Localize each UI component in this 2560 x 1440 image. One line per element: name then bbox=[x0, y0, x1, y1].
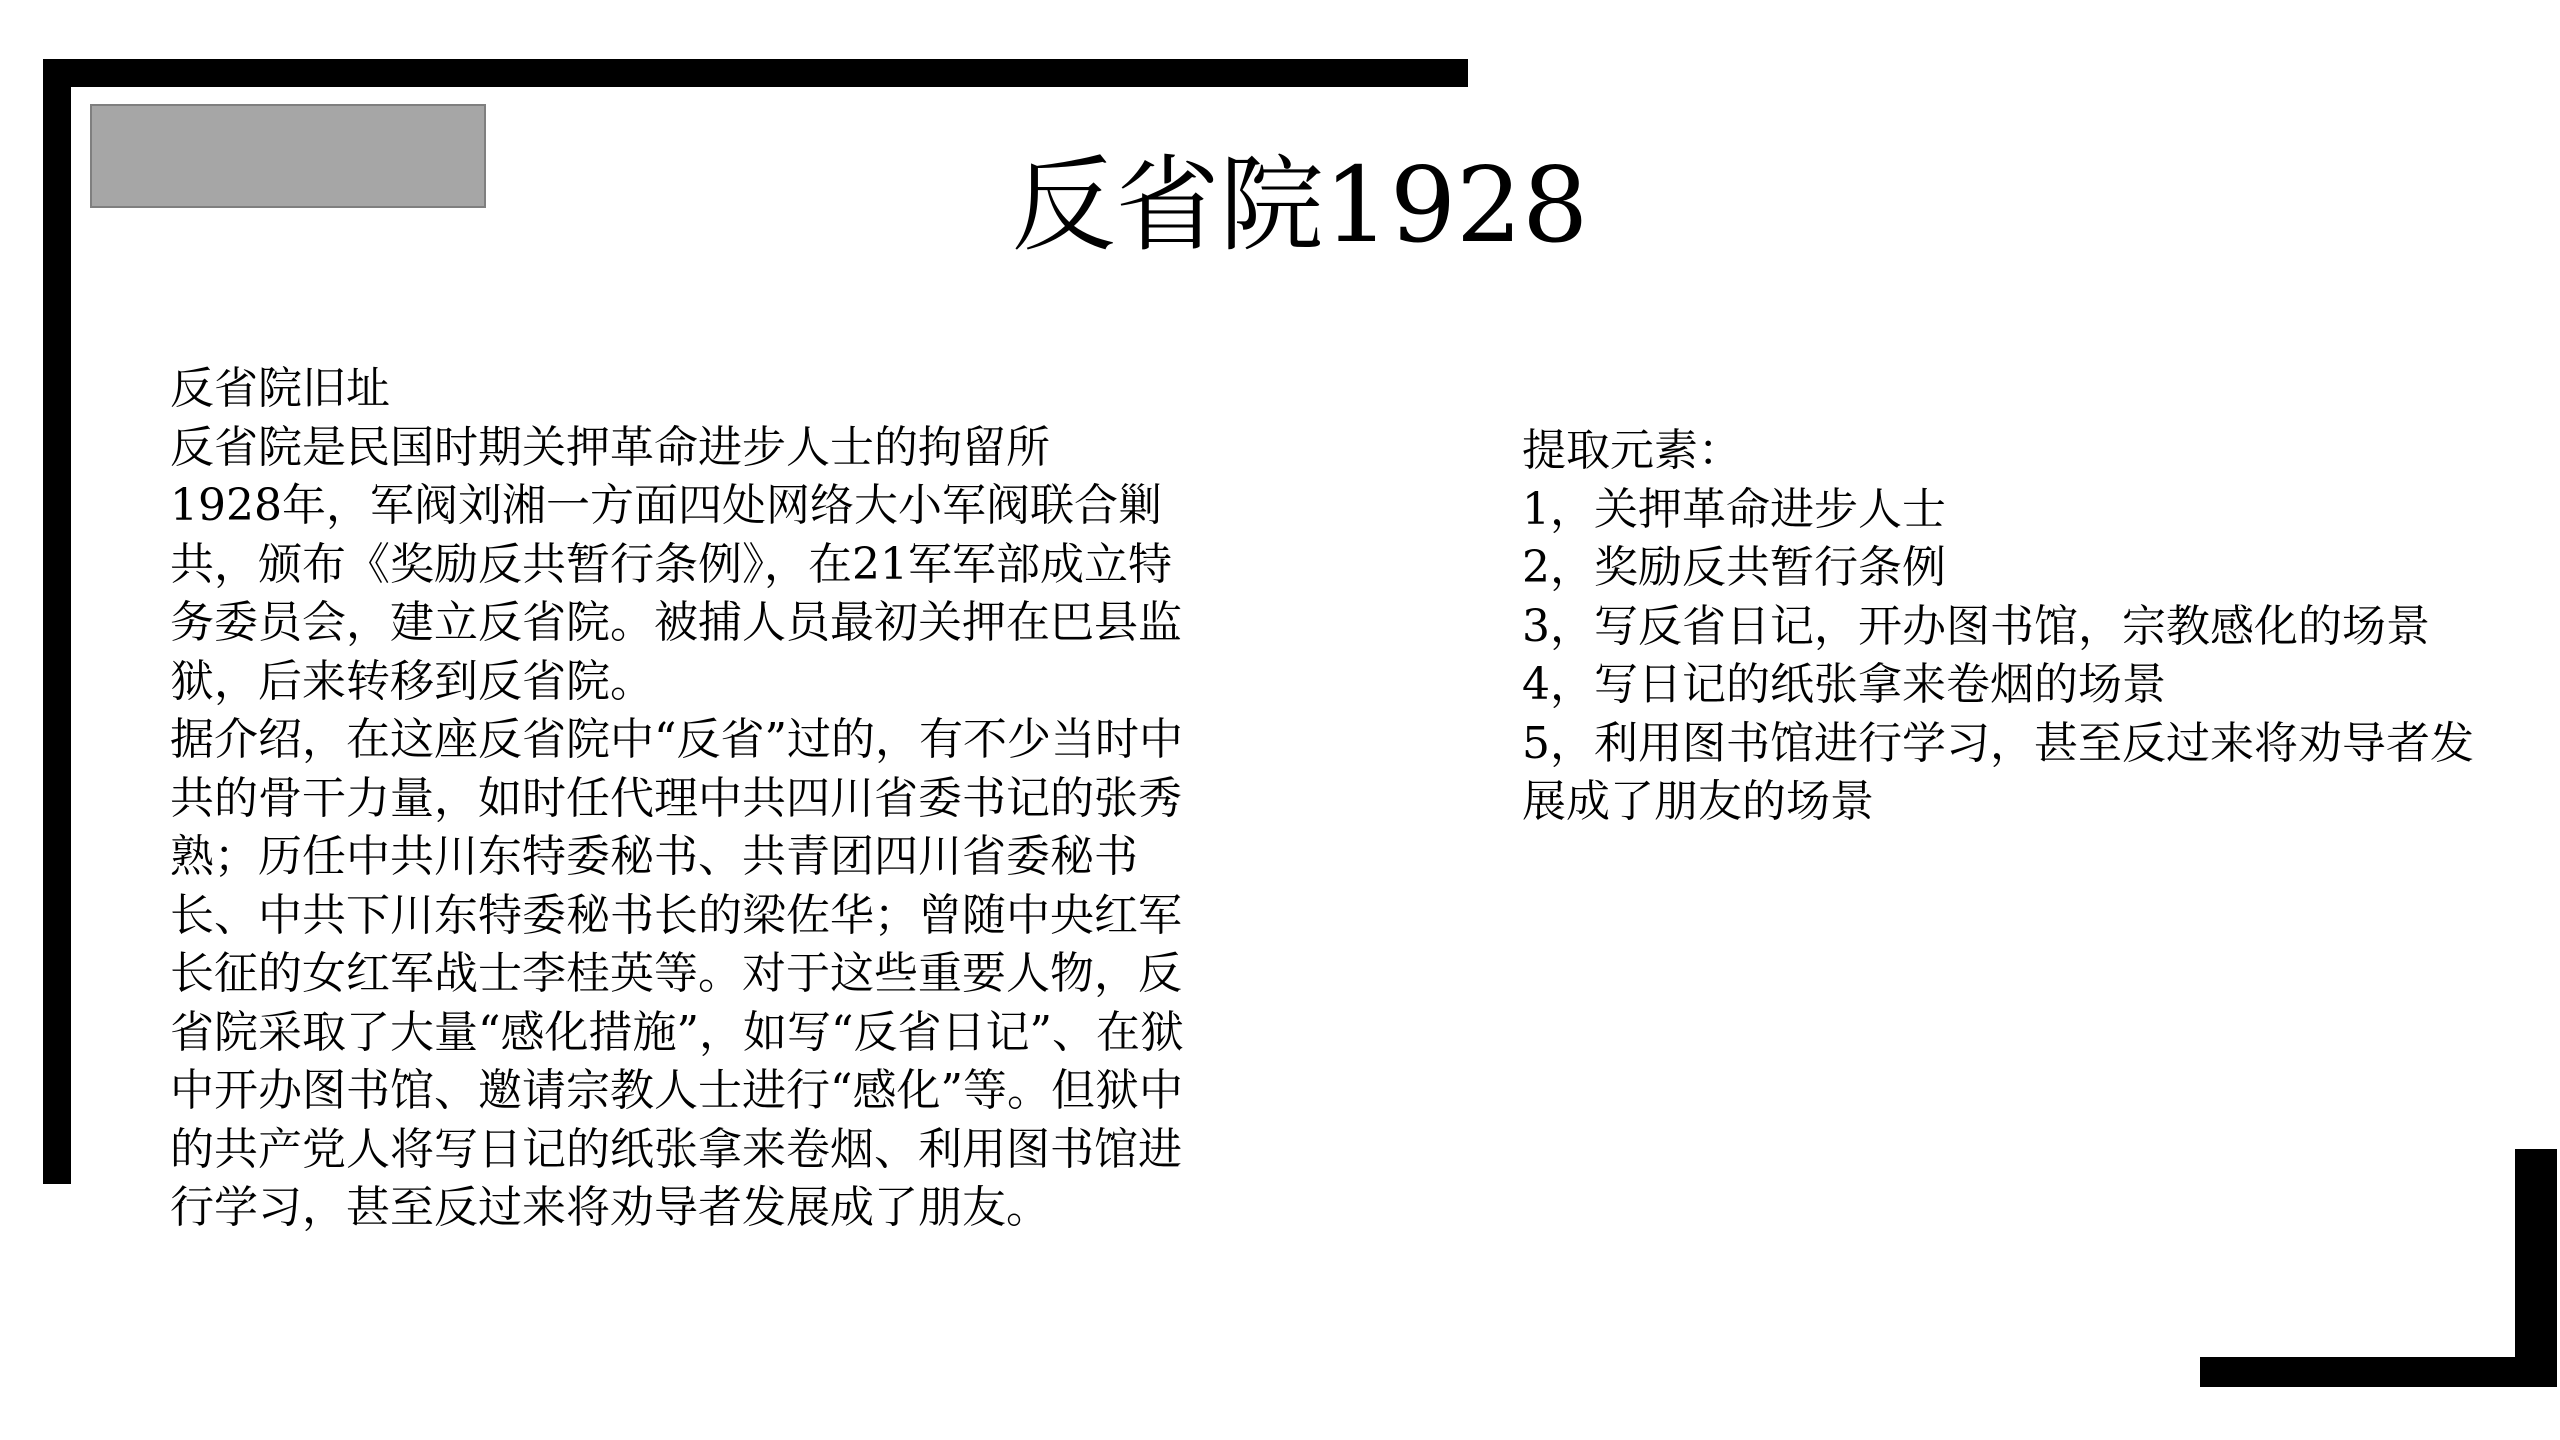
frame-left-bar bbox=[43, 59, 71, 1184]
left-text-block bbox=[170, 360, 1210, 1238]
left-paragraph: 反省院是民国时期关押革命进步人士的拘留所 bbox=[170, 421, 1050, 473]
element-list-item: 3，写反省日记，开办图书馆，宗教感化的场景 bbox=[1522, 600, 2430, 652]
element-list-item: 1，关押革命进步人士 bbox=[1522, 483, 1946, 535]
element-list-item: 5，利用图书馆进行学习，甚至反过来将劝导者发展成了朋友的场景 bbox=[1522, 717, 2474, 827]
frame-bottom-bar bbox=[2200, 1357, 2557, 1387]
slide-title: 反省院1928 bbox=[1011, 144, 1589, 266]
gray-placeholder-box bbox=[90, 104, 486, 208]
right-text-block bbox=[1522, 422, 2482, 832]
element-list-item: 2，奖励反共暂行条例 bbox=[1522, 542, 1946, 593]
element-list-item: 4，写日记的纸张拿来卷烟的场景 bbox=[1522, 659, 2166, 710]
frame-top-bar bbox=[43, 59, 1468, 87]
left-heading: 反省院旧址 bbox=[170, 363, 390, 414]
frame-right-bar bbox=[2515, 1149, 2557, 1387]
right-heading: 提取元素： bbox=[1522, 425, 1742, 476]
left-paragraph: 据介绍，在这座反省院中“反省”过的，有不少当时中共的骨干力量，如时任代理中共四川省委书记的张秀熟；历任中共川东特委秘书、共青团四川省委秘书长、中共下川东特委秘书长的梁佐华；曾随中央红军长征的女红军战士李桂英等。对于这些重要人物，反省院采取了大量“感化措施”，如写“反省日记”、在狱中开办图书馆、邀请宗教人士进行“感化”等。但狱中的共产党人将写日记的纸张拿来卷烟、利用图书馆进行学习，甚至反过来将劝导者发展成了朋友。 bbox=[170, 714, 1184, 1233]
left-paragraph: 1928年，军阀刘湘一方面四处网络大小军阀联合剿共，颁布《奖励反共暂行条例》，在21军军部成立特务委员会，建立反省院。被捕人员最初关押在巴县监狱，后来转移到反省院。 bbox=[170, 480, 1182, 707]
